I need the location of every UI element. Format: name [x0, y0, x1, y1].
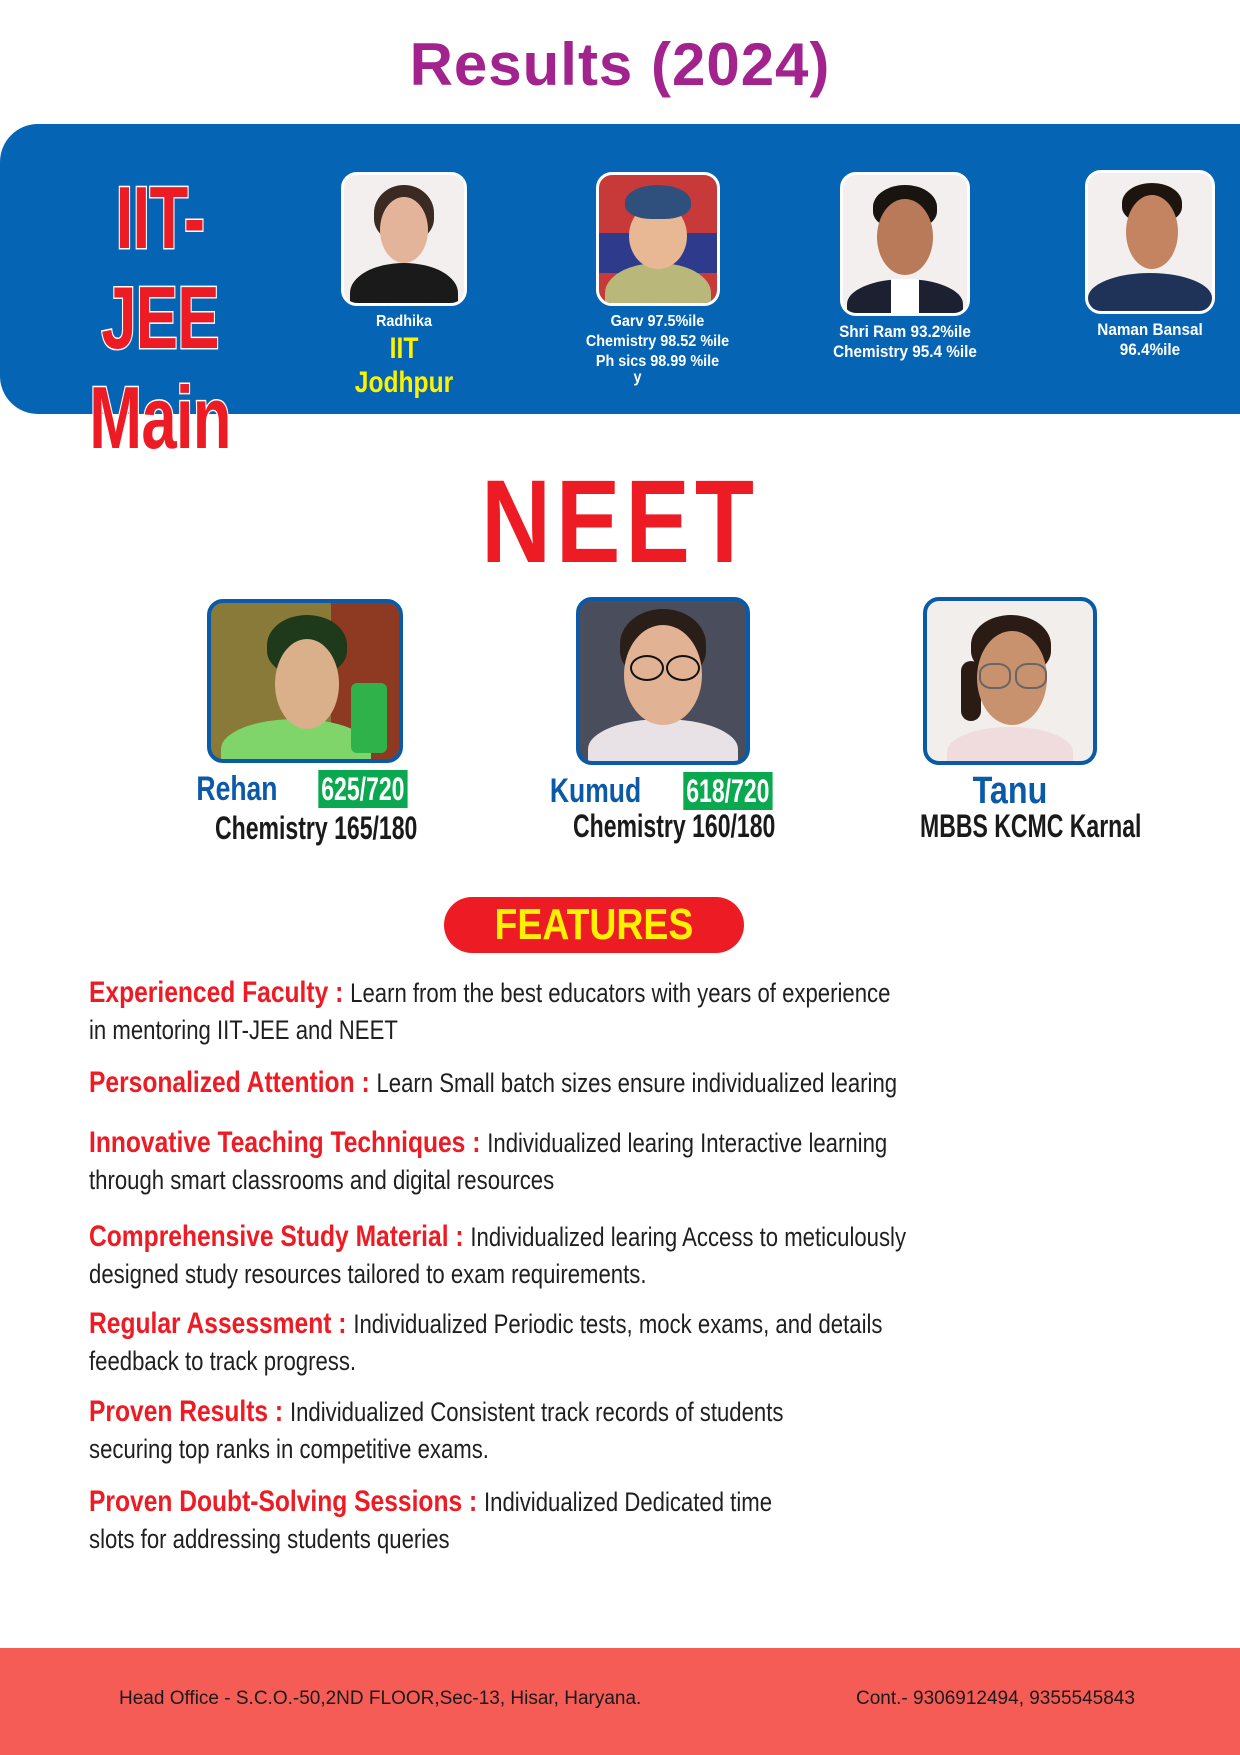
student-college: IIT Jodhpur: [354, 332, 454, 399]
jee-heading-line1: IIT-JEE: [101, 168, 219, 367]
student-physics-stray-letter: y: [633, 369, 642, 386]
score-badge: 618/720: [683, 772, 772, 810]
score-badge: 625/720: [318, 770, 407, 808]
feature-description: Learn Small batch sizes ensure individualized learing: [376, 1068, 898, 1098]
student-score: Garv 97.5%ile: [610, 313, 705, 330]
student-score: Shri Ram 93.2%ile: [839, 322, 971, 341]
student-subject-score: Chemistry 160/180: [573, 808, 776, 844]
feature-title: Innovative Teaching Techniques :: [89, 1126, 488, 1159]
student-photo-icon: [923, 597, 1097, 765]
feature-description-cont: securing top ranks in competitive exams.: [89, 1434, 489, 1464]
feature-description-cont: slots for addressing students queries: [89, 1524, 450, 1554]
student-name: Kumud: [549, 771, 641, 810]
footer-address: Head Office - S.C.O.-50,2ND FLOOR,Sec-13, Hisar, Haryana.: [119, 1688, 642, 1709]
student-photo-icon: [1085, 170, 1215, 314]
neet-heading: NEET: [481, 456, 759, 588]
feature-description: Individualized Periodic tests, mock exams, and details: [353, 1309, 883, 1339]
jee-student-card: [800, 172, 1010, 362]
student-photo-icon: [341, 172, 467, 306]
feature-description-cont: feedback to track progress.: [89, 1346, 357, 1376]
feature-title: Proven Doubt-Solving Sessions :: [89, 1485, 485, 1518]
feature-item: [89, 1124, 1024, 1199]
feature-title: Experienced Faculty :: [89, 976, 351, 1009]
feature-description-cont: through smart classrooms and digital resources: [89, 1165, 555, 1195]
neet-student-card: [885, 597, 1142, 845]
student-name: Rehan: [196, 769, 278, 808]
jee-heading: [74, 168, 247, 468]
feature-title: Proven Results :: [89, 1395, 290, 1428]
student-photo-icon: [840, 172, 970, 316]
features-heading: [444, 897, 744, 953]
jee-heading-line2: Main: [89, 368, 231, 467]
feature-item: [89, 1305, 1024, 1380]
neet-name-row: [538, 771, 788, 811]
student-chemistry-score: Chemistry 98.52 %ile: [585, 333, 730, 350]
feature-item: [89, 1064, 1024, 1102]
jee-student-card: [1070, 170, 1230, 360]
feature-title: Comprehensive Study Material :: [89, 1220, 471, 1253]
footer: [0, 1648, 1240, 1755]
student-name: Naman Bansal: [1097, 320, 1203, 339]
page-title: Results (2024): [409, 31, 831, 98]
feature-item: [89, 1393, 1024, 1468]
feature-title: Regular Assessment :: [89, 1307, 354, 1340]
feature-description: Learn from the best educators with years of experience: [350, 978, 891, 1008]
feature-description: Individualized learing Interactive learning: [487, 1128, 888, 1158]
student-subject-score: Chemistry 165/180: [215, 810, 418, 846]
feature-description-cont: in mentoring IIT-JEE and NEET: [89, 1015, 398, 1045]
student-score: 96.4%ile: [1119, 340, 1181, 359]
student-college: MBBS KCMC Karnal: [920, 808, 1142, 844]
feature-description-cont: designed study resources tailored to exam requirements.: [89, 1259, 647, 1289]
neet-student-card: [538, 597, 788, 845]
feature-item: [89, 1483, 1024, 1558]
student-photo-icon: [596, 172, 720, 306]
neet-student-card: [180, 599, 430, 847]
feature-item: [89, 1218, 1024, 1293]
jee-student-card: [560, 172, 755, 384]
neet-name-row: [885, 771, 1135, 811]
student-name: Radhika: [375, 313, 433, 330]
feature-description: Individualized Consistent track records of students: [289, 1397, 784, 1427]
feature-title: Personalized Attention :: [89, 1066, 377, 1099]
student-photo-icon: [207, 599, 403, 763]
feature-item: [89, 974, 1024, 1049]
feature-description: Individualized learing Access to meticulously: [470, 1222, 907, 1252]
student-name: Tanu: [972, 769, 1048, 812]
feature-description: Individualized Dedicated time: [484, 1487, 773, 1517]
student-physics-score: Ph sics 98.99 %ile: [595, 353, 720, 370]
footer-contact[interactable]: Cont.- 9306912494, 9355545843: [856, 1688, 1135, 1709]
jee-student-card: [332, 172, 476, 400]
student-photo-icon: [576, 597, 750, 765]
features-heading-label: FEATURES: [494, 900, 694, 949]
neet-name-row: [180, 769, 430, 809]
student-chemistry-score: Chemistry 95.4 %ile: [833, 342, 977, 361]
